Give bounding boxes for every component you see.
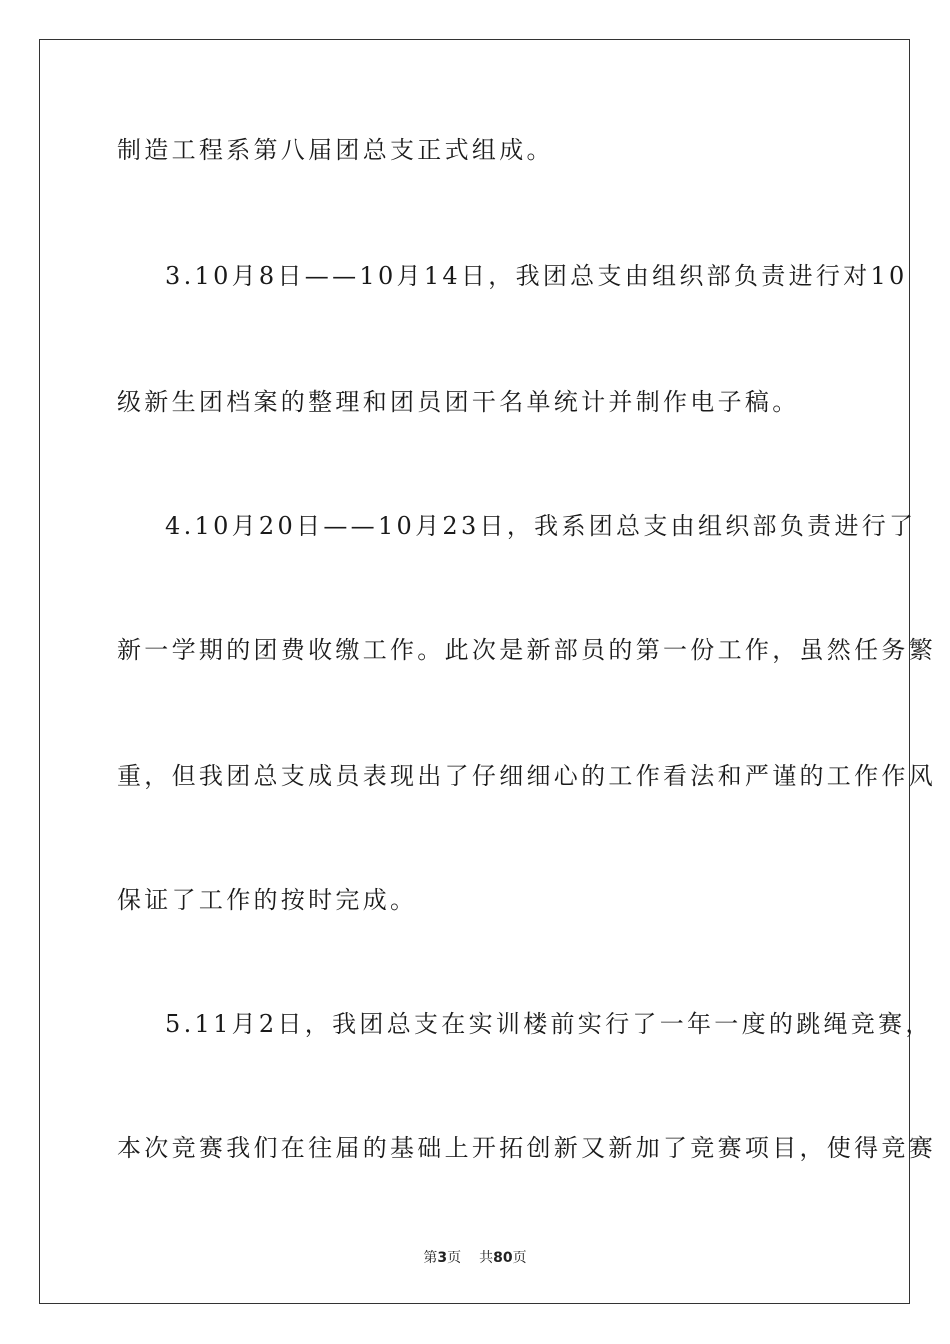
text-line: 保证了工作的按时完成。 [117, 886, 418, 914]
text-line: 5.11月2日，我团总支在实训楼前实行了一年一度的跳绳竞赛， [165, 1010, 933, 1038]
text-line: 本次竞赛我们在往届的基础上开拓创新又新加了竞赛项目，使得竞赛 [117, 1134, 936, 1162]
page-prefix: 第 [423, 1250, 438, 1266]
page-border [39, 39, 910, 1304]
total-suffix: 页 [512, 1250, 527, 1266]
text-line: 3.10月8日——10月14日，我团总支由组织部负责进行对10 [165, 262, 908, 290]
text-line: 级新生团档案的整理和团员团干名单统计并制作电子稿。 [117, 388, 800, 416]
text-line: 4.10月20日——10月23日，我系团总支由组织部负责进行了 [165, 512, 917, 540]
total-prefix: 共 [479, 1250, 494, 1266]
total-pages: 80 [493, 1250, 513, 1266]
text-line: 制造工程系第八届团总支正式组成。 [117, 136, 554, 164]
page-footer [0, 1249, 950, 1267]
text-line: 重，但我团总支成员表现出了仔细细心的工作看法和严谨的工作作风 [117, 762, 936, 790]
page-number: 3 [437, 1250, 448, 1266]
text-line: 新一学期的团费收缴工作。此次是新部员的第一份工作，虽然任务繁 [117, 636, 936, 664]
page-suffix: 页 [447, 1250, 462, 1266]
total-indicator [479, 1249, 526, 1267]
page-indicator [423, 1249, 461, 1267]
